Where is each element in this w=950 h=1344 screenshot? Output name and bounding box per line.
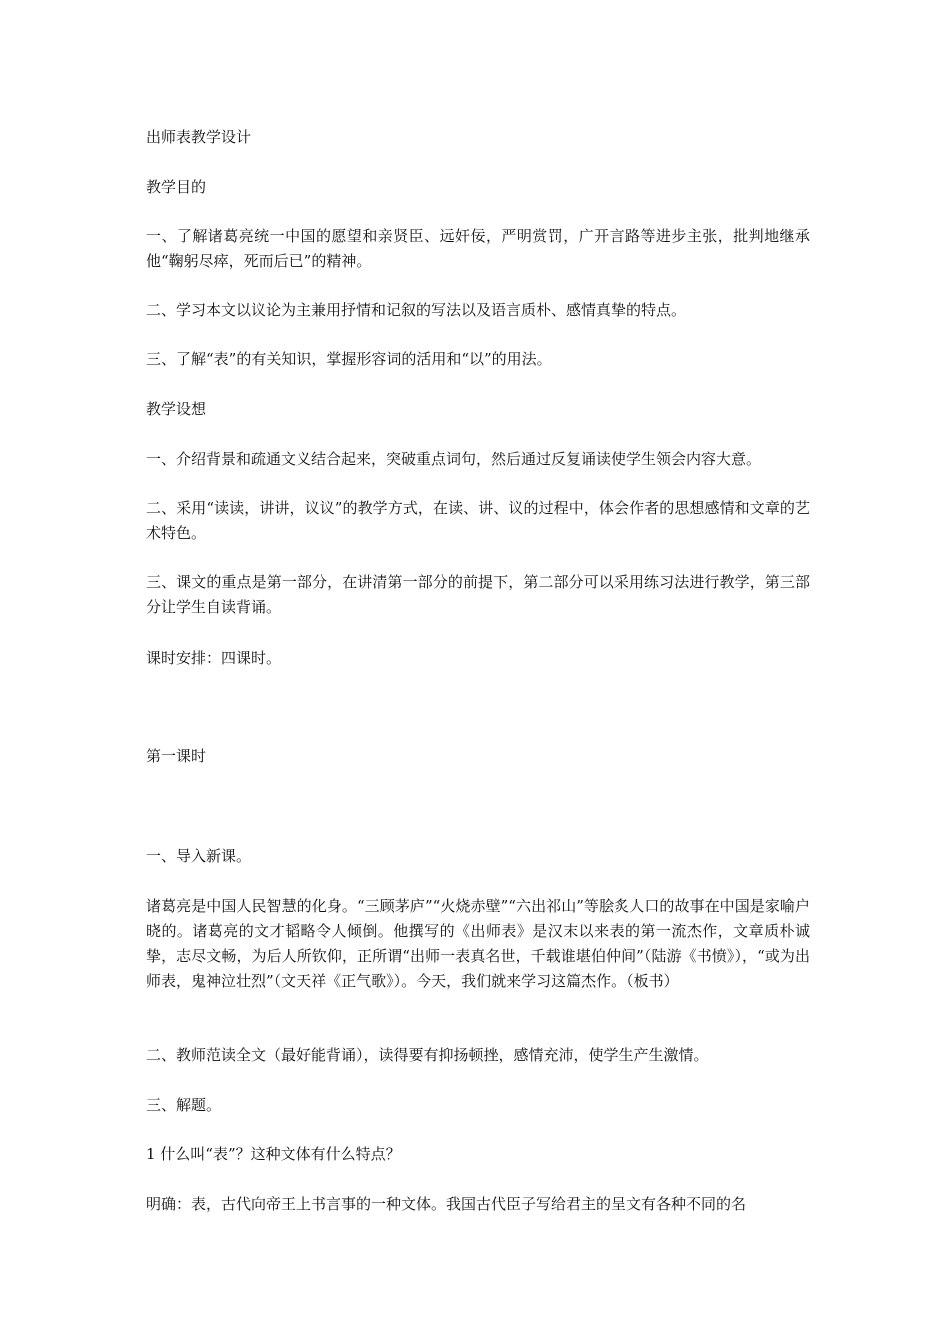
design-item-3: 三、课文的重点是第一部分，在讲清第一部分的前提下，第二部分可以采用练习法进行教学，第三部分让学生自读背诵。 <box>146 573 810 616</box>
design-item-1: 一、介绍背景和疏通文义结合起来，突破重点词句，然后通过反复诵读使学生领会内容大意。 <box>146 450 762 468</box>
design-heading: 教学设想 <box>146 400 207 418</box>
step-1-heading: 一、导入新课。 <box>146 847 252 865</box>
answer-1: 明确：表，古代向帝王上书言事的一种文体。我国古代臣子写给君主的呈文有各种不同的名 <box>146 1195 747 1213</box>
intro-paragraph: 诸葛亮是中国人民智慧的化身。“三顾茅庐”“火烧赤壁”“六出祁山”等脍炙人口的故事在中国是家喻户晓的。诸葛亮的文才韬略令人倾倒。他撰写的《出师表》是汉末以来表的第一流杰作，文章质朴诚挚，志尽文畅，为后人所钦仰，正所谓“出师一表真名世，千载谁堪伯仲间”（陆游《书愤》），“或为出师表，鬼神泣壮烈”（文天祥《正气歌》）。今天，我们就来学习这篇杰作。（板书） <box>146 897 810 990</box>
objective-item-2: 二、学习本文以议论为主兼用抒情和记叙的写法以及语言质朴、感情真挚的特点。 <box>146 301 687 319</box>
question-1: 1 什么叫“表”？这种文体有什么特点？ <box>146 1145 401 1163</box>
objective-item-1: 一、了解诸葛亮统一中国的愿望和亲贤臣、远奸佞，严明赏罚，广开言路等进步主张，批判地继承他“鞠躬尽瘁，死而后已”的精神。 <box>146 227 810 270</box>
objectives-heading: 教学目的 <box>146 178 207 196</box>
lesson-1-heading: 第一课时 <box>146 747 207 765</box>
objective-item-3: 三、了解“表”的有关知识，掌握形容词的活用和“以”的用法。 <box>146 350 552 368</box>
design-item-2: 二、采用“读读，讲讲，议议”的教学方式，在读、讲、议的过程中，体会作者的思想感情和文章的艺术特色。 <box>146 499 810 542</box>
step-2-paragraph: 二、教师范读全文（最好能背诵），读得要有抑扬顿挫，感情充沛，使学生产生激情。 <box>146 1046 709 1064</box>
step-3-heading: 三、解题。 <box>146 1096 222 1114</box>
lesson-schedule: 课时安排：四课时。 <box>146 649 282 667</box>
document-title: 出师表教学设计 <box>146 128 252 146</box>
